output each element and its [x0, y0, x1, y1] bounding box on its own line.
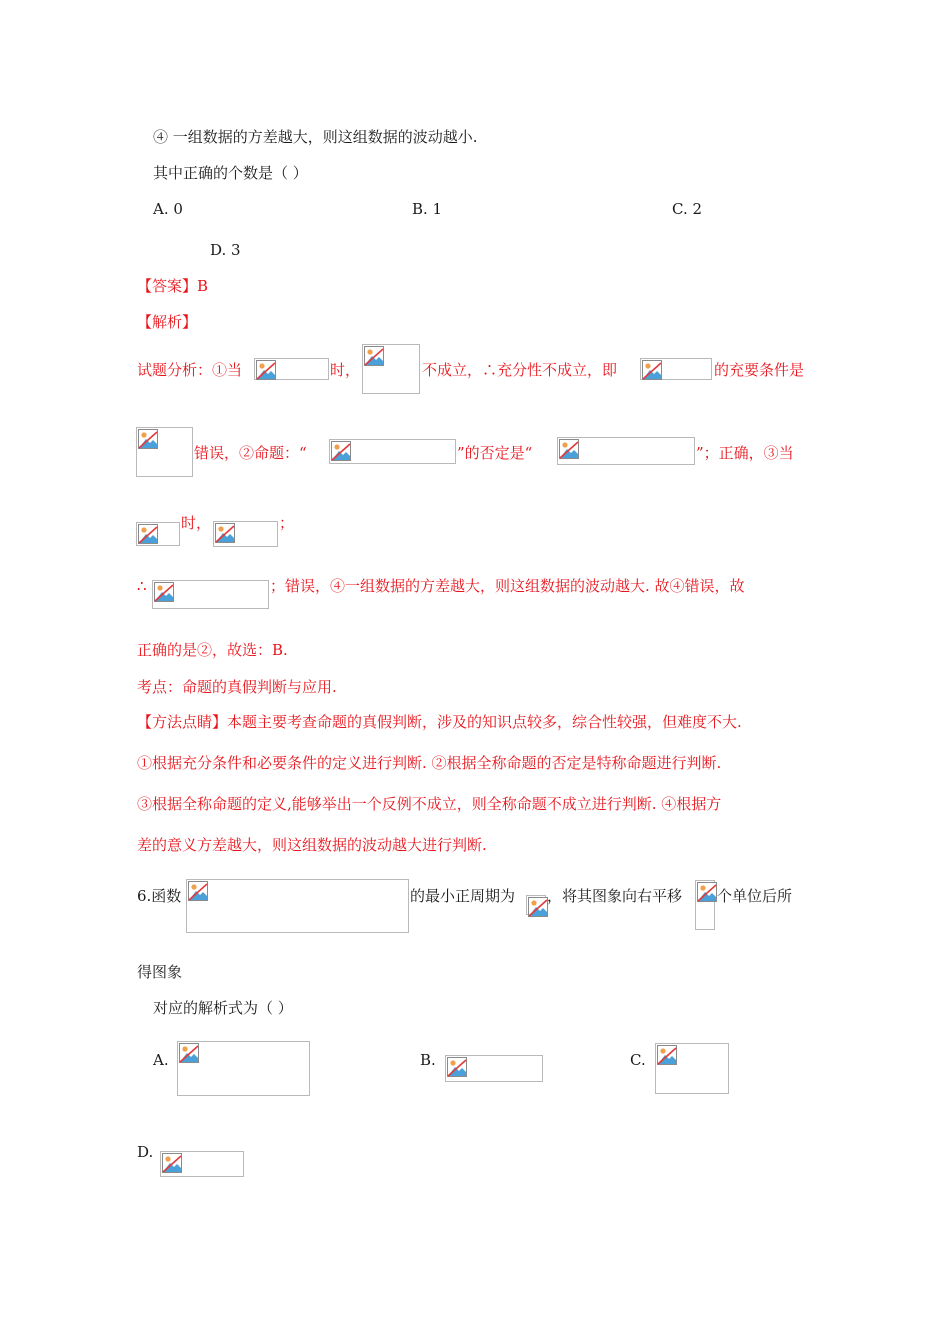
analysis-text: 不成立，∴充分性不成立，即 [422, 361, 618, 379]
formula-image [695, 880, 715, 930]
formula-image [445, 1055, 543, 1082]
method-tip: ①根据充分条件和必要条件的定义进行判断. ②根据全称命题的否定是特称命题进行判断. [137, 754, 722, 772]
formula-image [526, 895, 546, 915]
question-6-text: ，将其图象向右平移 [547, 887, 683, 905]
analysis-text: 时， [330, 361, 361, 379]
formula-image [186, 879, 409, 933]
formula-image [329, 439, 456, 464]
analysis-text: ； [279, 514, 295, 532]
analysis-text: 错误，②命题：“ [194, 444, 307, 462]
kaodian: 考点：命题的真假判断与应用. [137, 678, 337, 696]
option-c: C. [630, 1051, 646, 1069]
answer [137, 276, 208, 296]
formula-image [177, 1041, 310, 1096]
formula-image [254, 358, 329, 380]
formula-image [213, 521, 278, 547]
answer-value: B [197, 277, 209, 295]
formula-image [136, 522, 180, 546]
question-6-text: 得图象 [137, 963, 183, 981]
method-tip: 【方法点睛】本题主要考查命题的真假判断，涉及的知识点较多，综合性较强，但难度不大. [137, 713, 742, 731]
analysis-text: ∴ [137, 577, 147, 595]
question-6-text: 的最小正周期为 [410, 887, 516, 905]
method-tip: ③根据全称命题的定义,能够举出一个反例不成立，则全称命题不成立进行判断. ④根据方 [137, 795, 722, 813]
analysis-text: 正确的是②，故选：B. [137, 641, 288, 659]
analysis-text: 试题分析：①当 [137, 361, 243, 379]
analysis-text: ”的否定是“ [457, 444, 533, 462]
formula-image [136, 427, 193, 477]
formula-image [160, 1151, 244, 1177]
option-d: D. [137, 1143, 154, 1161]
analysis-text: 的充要条件是 [714, 361, 805, 379]
question-item-4: ④ 一组数据的方差越大，则这组数据的波动越小. [153, 128, 478, 146]
formula-image [640, 358, 712, 380]
option-a: A. [153, 1051, 169, 1069]
formula-image [655, 1043, 729, 1094]
option-b: B. 1 [412, 200, 443, 218]
option-b: B. [420, 1051, 436, 1069]
analysis-text: ；错误，④一组数据的方差越大，则这组数据的波动越大. 故④错误，故 [270, 577, 745, 595]
answer-label: 【答案】 [137, 277, 198, 295]
question-6-text: 6.函数 [137, 887, 182, 905]
question-stem: 对应的解析式为（ ） [153, 999, 293, 1017]
analysis-text: 时， [181, 514, 212, 532]
formula-image [362, 344, 420, 394]
option-d: D. 3 [210, 241, 241, 259]
option-c: C. 2 [672, 200, 703, 218]
formula-image [152, 580, 269, 609]
question-6-text: 个单位后所 [717, 887, 793, 905]
analysis-text: ”；正确，③当 [696, 444, 794, 462]
question-stem: 其中正确的个数是（ ） [153, 164, 308, 182]
analysis-label: 【解析】 [137, 313, 198, 331]
method-tip: 差的意义方差越大，则这组数据的波动越大进行判断. [137, 836, 487, 854]
option-a: A. 0 [153, 200, 183, 218]
formula-image [557, 437, 695, 465]
